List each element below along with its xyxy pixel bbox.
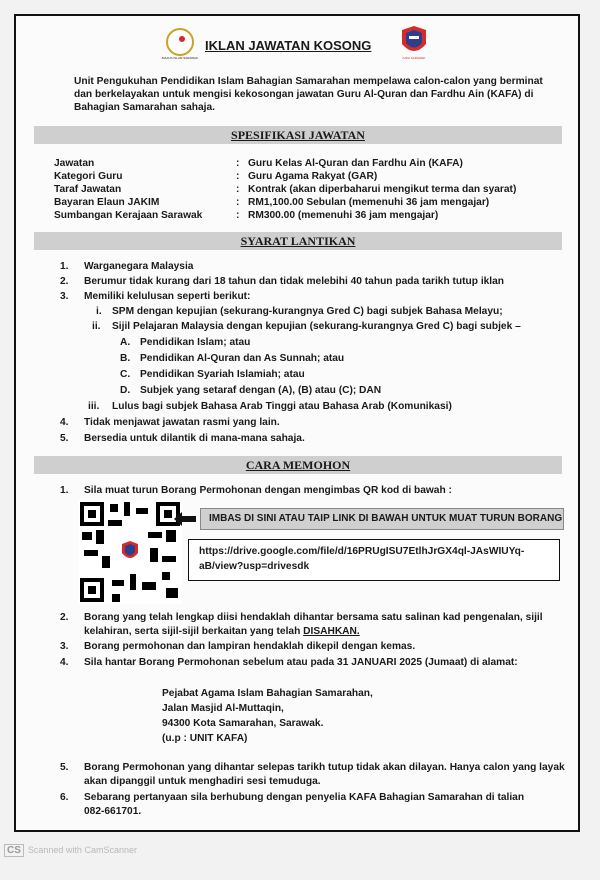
spec-row	[54, 197, 564, 209]
list-num: 1.	[60, 261, 69, 272]
arrow-icon	[174, 512, 196, 531]
address-line: 94300 Kota Samarahan, Sarawak.	[162, 718, 324, 729]
sublist-num: ii.	[92, 321, 101, 332]
disahkan-emphasis: DISAHKAN.	[303, 626, 360, 637]
spec-row	[54, 184, 564, 196]
sublist-num: i.	[96, 306, 102, 317]
intro-line-2: dan berkelayakan untuk mengisi kekosongan jawatan Guru Al-Quran dan Fardhu Ain (KAFA) di	[74, 89, 534, 100]
subsub-num: B.	[120, 353, 131, 364]
right-logo-text: KAFA SARAWAK	[402, 56, 426, 60]
qr-module	[112, 580, 124, 586]
list-item-cont	[84, 626, 360, 639]
qr-module	[110, 504, 118, 512]
list-num: 1.	[60, 485, 69, 496]
list-item-cont: akan dipanggil untuk menghadiri sesi temuduga.	[84, 776, 321, 787]
spec-value: RM1,100.00 Sebulan (memenuhi 36 jam mengajar)	[248, 197, 490, 208]
qr-module	[108, 520, 122, 526]
spec-colon: :	[236, 197, 240, 208]
address-line: (u.p : UNIT KAFA)	[162, 733, 248, 744]
qr-center-logo	[118, 540, 142, 564]
list-num: 2.	[60, 276, 69, 287]
list-num: 5.	[60, 762, 69, 773]
sublist-item: Lulus bagi subjek Bahasa Arab Tinggi atau Bahasa Arab (Komunikasi)	[112, 401, 452, 412]
qr-module	[124, 502, 130, 516]
list-num: 5.	[60, 433, 69, 444]
scanner-watermark	[4, 844, 137, 857]
left-logo-text: MAJLIS ISLAM SARAWAK	[162, 56, 198, 60]
left-logo	[162, 26, 198, 62]
kafa-emblem-icon	[118, 540, 142, 564]
spec-colon: :	[236, 171, 240, 182]
spec-label: Sumbangan Kerajaan Sarawak	[54, 210, 203, 221]
sublist-item: SPM dengan kepujian (sekurang-kurangnya Gred C) bagi subjek Bahasa Melayu;	[112, 306, 503, 317]
right-logo	[398, 24, 430, 62]
spec-label: Kategori Guru	[54, 171, 123, 182]
list-item: Borang Permohonan yang dihantar selepas tarikh tutup tidak akan dilayan. Hanya calon yang layak	[84, 762, 565, 773]
qr-module	[112, 594, 120, 602]
qr-module	[84, 550, 98, 556]
spec-value: Kontrak (akan diperbaharui mengikut terma dan syarat)	[248, 184, 517, 195]
list-num: 2.	[60, 612, 69, 623]
list-item: Warganegara Malaysia	[84, 261, 194, 272]
list-item-text: kelahiran, serta sijil-sijil berkaitan yang telah	[84, 626, 304, 637]
spec-value: Guru Kelas Al-Quran dan Fardhu Ain (KAFA)	[248, 158, 463, 169]
subsub-item: Subjek yang setaraf dengan (A), (B) atau (C); DAN	[140, 385, 382, 396]
qr-module	[130, 574, 136, 590]
qr-module	[162, 556, 176, 562]
page-title: IKLAN JAWATAN KOSONG	[205, 38, 372, 53]
qr-module	[102, 556, 110, 568]
list-item: Memiliki kelulusan seperti berikut:	[84, 291, 251, 302]
section-cara-heading: CARA MEMOHON	[34, 456, 562, 474]
sublist-item: Sijil Pelajaran Malaysia dengan kepujian (sekurang-kurangnya Gred C) bagi subjek –	[112, 321, 521, 332]
section-spec-heading: SPESIFIKASI JAWATAN	[34, 126, 562, 144]
scan-instruction-text: IMBAS DI SINI ATAU TAIP LINK DI BAWAH UNTUK MUAT TURUN BORANG	[209, 513, 563, 524]
spec-row	[54, 171, 564, 183]
qr-code[interactable]	[78, 500, 182, 604]
spec-value: Guru Agama Rakyat (GAR)	[248, 171, 378, 182]
qr-finder	[80, 502, 104, 526]
list-item: Borang permohonan dan lampiran hendaklah dikepil dengan kemas.	[84, 641, 416, 652]
spec-colon: :	[236, 184, 240, 195]
subsub-item: Pendidikan Islam; atau	[140, 337, 251, 348]
download-link-line-1: https://drive.google.com/file/d/16PRUgISU7EtlhJrGX4ql-JAsWIUYq-	[199, 546, 525, 557]
list-item: Bersedia untuk dilantik di mana-mana sahaja.	[84, 433, 305, 444]
qr-module	[166, 588, 178, 598]
list-num: 6.	[60, 792, 69, 803]
list-item: Sebarang pertanyaan sila berhubung dengan penyelia KAFA Bahagian Samarahan di talian	[84, 792, 525, 803]
intro-line-3: Bahagian Samarahan sahaja.	[74, 102, 215, 113]
spec-colon: :	[236, 158, 240, 169]
job-advert-page	[14, 14, 580, 832]
spec-value: RM300.00 (memenuhi 36 jam mengajar)	[248, 210, 439, 221]
camscanner-logo: CS	[4, 844, 24, 857]
subsub-item: Pendidikan Al-Quran dan As Sunnah; atau	[140, 353, 345, 364]
list-item-cont: 082-661701.	[84, 806, 142, 817]
list-item: Borang yang telah lengkap diisi hendaklah dihantar bersama satu salinan kad pengenalan, sijil	[84, 612, 543, 623]
subsub-num: C.	[120, 369, 131, 380]
qr-module	[150, 548, 158, 562]
download-link[interactable]	[188, 539, 560, 581]
section-syarat-heading: SYARAT LANTIKAN	[34, 232, 562, 250]
sublist-num: iii.	[88, 401, 100, 412]
qr-module	[142, 582, 156, 590]
list-num: 4.	[60, 417, 69, 428]
address-line: Jalan Masjid Al-Muttaqin,	[162, 703, 284, 714]
list-item: Berumur tidak kurang dari 18 tahun dan tidak melebihi 40 tahun pada tarikh tutup iklan	[84, 276, 505, 287]
scanner-watermark-text: Scanned with CamScanner	[27, 845, 137, 855]
spec-row	[54, 158, 564, 170]
list-num: 3.	[60, 641, 69, 652]
subsub-num: D.	[120, 385, 131, 396]
address-line: Pejabat Agama Islam Bahagian Samarahan,	[162, 688, 373, 699]
download-link-line-2: aB/view?usp=drivesdk	[199, 561, 310, 572]
qr-module	[148, 532, 162, 538]
qr-module	[136, 508, 148, 514]
spec-label: Taraf Jawatan	[54, 184, 122, 195]
list-num: 3.	[60, 291, 69, 302]
subsub-num: A.	[120, 337, 131, 348]
qr-module	[166, 530, 176, 542]
list-item: Sila muat turun Borang Permohonan dengan mengimbas QR kod di bawah :	[84, 485, 452, 496]
intro-line-1: Unit Pengukuhan Pendidikan Islam Bahagian Samarahan mempelawa calon-calon yang berminat	[74, 76, 543, 87]
spec-colon: :	[236, 210, 240, 221]
scan-instruction-banner	[200, 508, 564, 530]
list-num: 4.	[60, 657, 69, 668]
qr-module	[162, 572, 170, 580]
subsub-item: Pendidikan Syariah Islamiah; atau	[140, 369, 305, 380]
list-item: Tidak menjawat jawatan rasmi yang lain.	[84, 417, 280, 428]
qr-finder	[80, 578, 104, 602]
qr-module	[82, 532, 92, 540]
qr-module	[96, 530, 104, 544]
spec-label: Jawatan	[54, 158, 95, 169]
list-item: Sila hantar Borang Permohonan sebelum atau pada 31 JANUARI 2025 (Jumaat) di alamat:	[84, 657, 518, 668]
spec-row	[54, 210, 564, 222]
spec-label: Bayaran Elaun JAKIM	[54, 197, 160, 208]
